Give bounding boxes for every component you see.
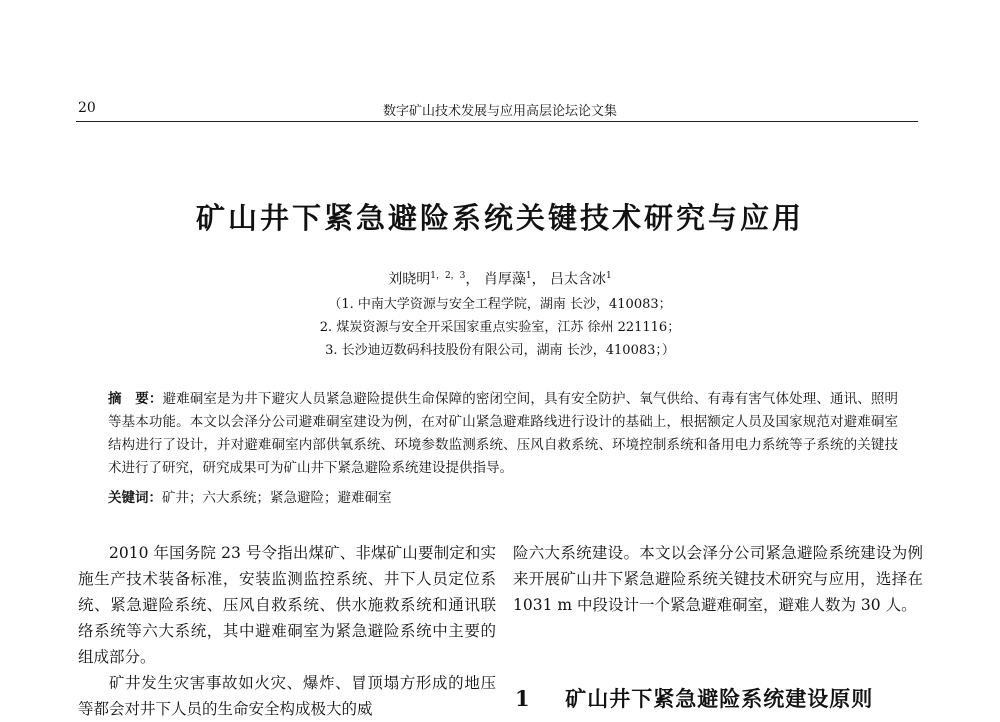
- author-line: [0, 268, 1000, 289]
- body-paragraph: 险六大系统建设。本文以会泽分公司紧急避险系统建设为例来开展矿山井下紧急避险系统关键技术研究与应用，选择在1031 m 中段设计一个紧急避难硐室，避难人数为 30 人。: [513, 544, 923, 614]
- body-paragraph: 2010 年国务院 23 号令指出煤矿、非煤矿山要制定和实施生产技术装备标准，安装监测监控系统、井下人员定位系统、紧急避险系统、压风自救系统、供水施救系统和通讯联络系统等六大系统，其中避难硐室为紧急避险系统中主要的组成部分。: [78, 544, 496, 666]
- affiliation-1: （1. 中南大学资源与安全工程学院，湖南 长沙，410083；: [328, 297, 672, 312]
- affiliation-2: 2. 煤炭资源与安全开采国家重点实验室，江苏 徐州 221116；: [319, 320, 681, 335]
- author-separator: ，: [465, 271, 480, 288]
- paper-title: 矿山井下紧急避险系统关键技术研究与应用: [195, 201, 804, 235]
- author-separator: ，: [531, 271, 546, 288]
- body-paragraph: 矿井发生灾害事故如火灾、爆炸、冒顶塌方形成的地压等都会对井下人员的生命安全构成极大的威: [78, 674, 496, 718]
- section-number: 1: [515, 686, 531, 711]
- abstract-text: 避难硐室是为井下避灾人员紧急避险提供生命保障的密闭空间，具有安全防护、氧气供给、有毒有害气体处理、通讯、照明等基本功能。本文以会泽分公司避难硐室建设为例，在对矿山紧急避难路线进行设计的基础上，根据额定人员及国家规范对避难硐室结构进行了设计，并对避难硐室内部供氧系统、环境参数监测系统、压风自救系统、环境控制系统和备用电力系统等子系统的关键技术进行了研究，研究成果可为矿山井下紧急避险系统建设提供指导。: [108, 391, 899, 476]
- keywords-label: 关键词：: [108, 490, 162, 506]
- affiliation-3: 3. 长沙迪迈数码科技股份有限公司，湖南 长沙，410083；）: [325, 343, 675, 358]
- header-rule: [76, 121, 918, 122]
- abstract-label: 摘 要：: [108, 391, 163, 407]
- page-number: 20: [78, 100, 96, 116]
- abstract: [108, 388, 898, 480]
- keywords-text: 矿井；六大系统；紧急避险；避难硐室: [162, 490, 392, 506]
- keywords: [108, 486, 898, 506]
- author-name: 肖厚藻: [483, 271, 526, 288]
- right-column: [513, 540, 923, 618]
- section-heading: [515, 683, 873, 713]
- author-affiliation-marker: 1，2，3: [430, 271, 466, 281]
- journal-title: 数字矿山技术发展与应用高层论坛论文集: [382, 104, 617, 119]
- author-affiliation-marker: 1: [525, 271, 532, 281]
- author-name: 刘晓明: [388, 271, 431, 288]
- left-column: [78, 540, 496, 722]
- section-title: 矿山井下紧急避险系统建设原则: [565, 686, 874, 711]
- author-name: 吕太含冰: [550, 271, 607, 288]
- author-affiliation-marker: 1: [606, 271, 612, 281]
